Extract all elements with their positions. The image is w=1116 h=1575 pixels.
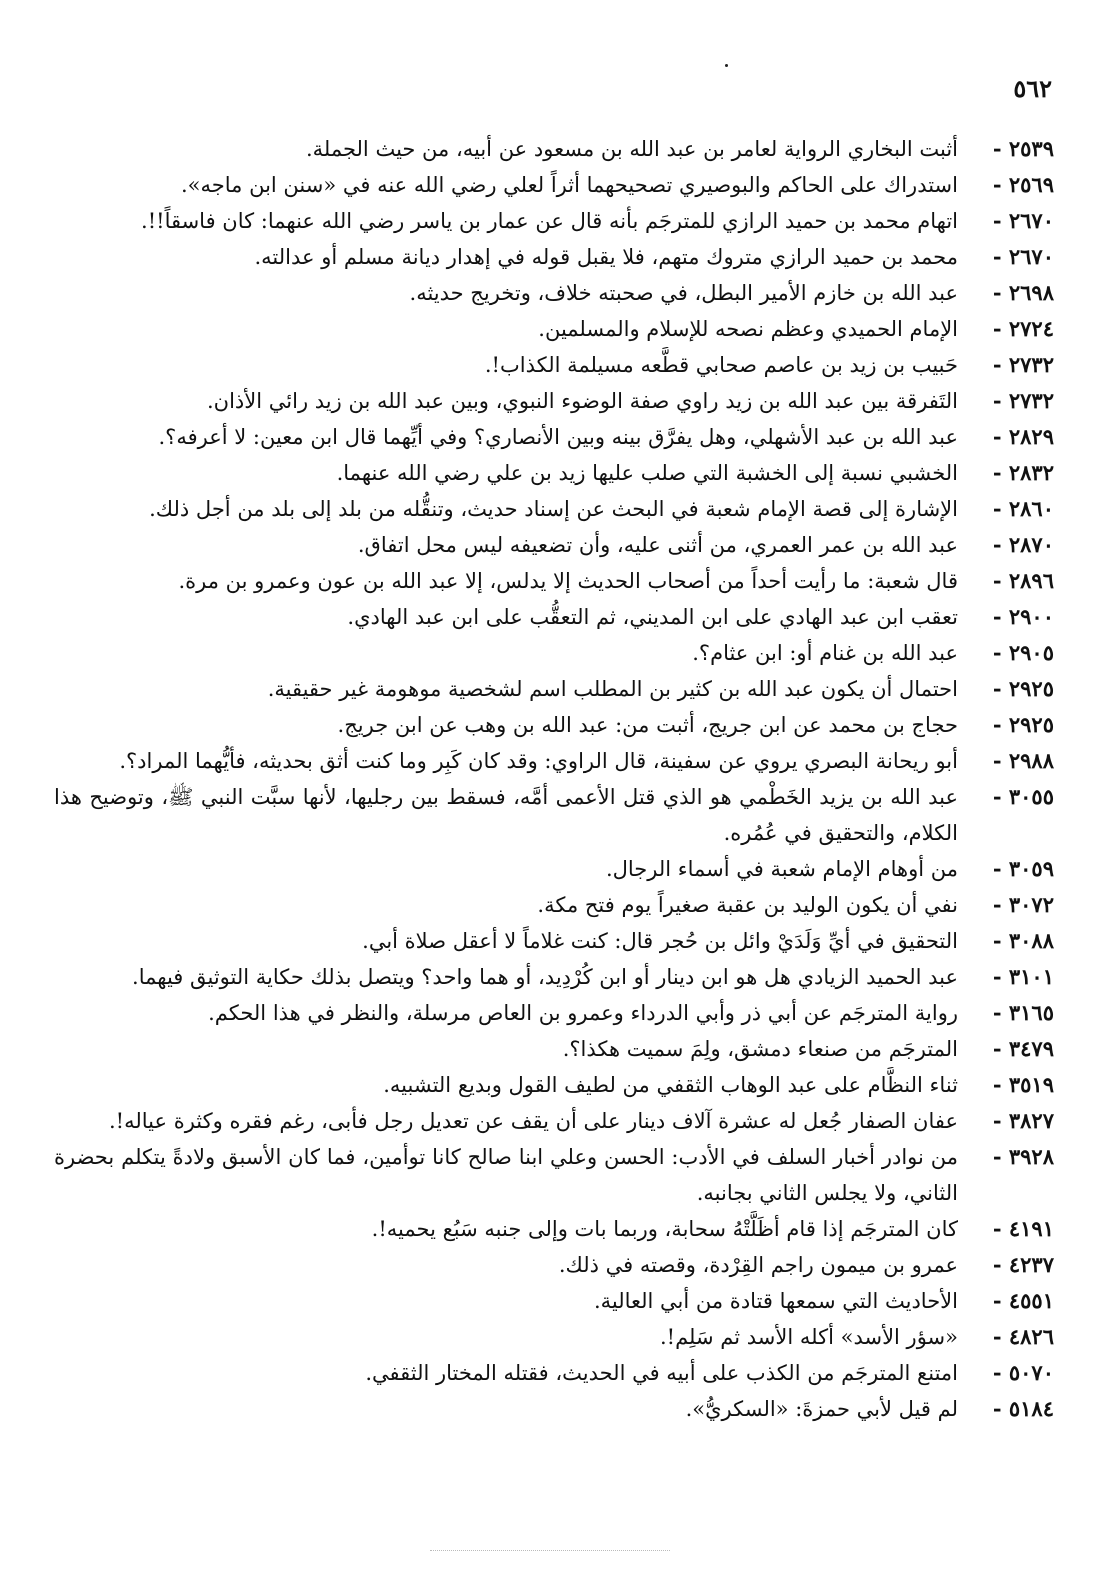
entry-text: تعقب ابن عبد الهادي على ابن المديني، ثم التعقُّب على ابن عبد الهادي.: [347, 605, 958, 629]
entry-number: ٣١٠١ -: [992, 964, 1054, 989]
entry-number: ٣٠٧٢ -: [992, 892, 1054, 917]
entry-text: عفان الصفار جُعل له عشرة آلاف دينار على أن يقف عن تعديل رجل فأبى، رغم فقره وكثرة عياله!.: [109, 1109, 958, 1133]
entry-number: ٥٠٧٠ -: [992, 1360, 1054, 1385]
entry-text: الخشبي نسبة إلى الخشبة التي صلب عليها زيد بن علي رضي الله عنهما.: [336, 461, 958, 485]
entry-text: عبد الحميد الزيادي هل هو ابن دينار أو ابن كُرْدِيد، أو هما واحد؟ ويتصل بذلك حكاية التوثيق فيهما.: [132, 965, 958, 989]
list-item: [54, 671, 1054, 707]
list-item: [54, 167, 1054, 203]
entry-number: ٢٦٧٠ -: [992, 208, 1054, 233]
list-item: [54, 779, 1054, 851]
list-item: [54, 635, 1054, 671]
entry-number: ٢٥٦٩ -: [992, 172, 1054, 197]
entry-number: ٢٧٣٢ -: [992, 352, 1054, 377]
entry-text: امتنع المترجَم من الكذب على أبيه في الحديث، فقتله المختار الثقفي.: [365, 1361, 958, 1385]
list-item: [54, 1319, 1054, 1355]
entry-number: ٤٨٢٦ -: [992, 1324, 1054, 1349]
entry-text: «سؤر الأسد» أكله الأسد ثم سَلِم!.: [659, 1325, 958, 1349]
entry-number: ٢٨٣٢ -: [992, 460, 1054, 485]
entry-list: [54, 131, 1054, 1427]
entry-number: ٢٨٧٠ -: [992, 532, 1054, 557]
entry-number: ٢٨٢٩ -: [992, 424, 1054, 449]
entry-text: من أوهام الإمام شعبة في أسماء الرجال.: [605, 857, 958, 881]
entry-number: ٤٢٣٧ -: [992, 1252, 1054, 1277]
entry-number: ٢٧٢٤ -: [992, 316, 1054, 341]
entry-number: ٤٥٥١ -: [992, 1288, 1054, 1313]
list-item: [54, 1031, 1054, 1067]
list-item: [54, 131, 1054, 167]
entry-text: المترجَم من صنعاء دمشق، ولِمَ سميت هكذا؟.: [562, 1037, 958, 1061]
entry-text: محمد بن حميد الرازي متروك متهم، فلا يقبل قوله في إهدار ديانة مسلم أو عدالته.: [254, 245, 958, 269]
list-item: [54, 743, 1054, 779]
entry-number: ٢٥٣٩ -: [992, 136, 1054, 161]
entry-number: ٣٠٥٥ -: [992, 784, 1054, 809]
list-item: [54, 995, 1054, 1031]
entry-number: ٢٩٠٥ -: [992, 640, 1054, 665]
list-item: [54, 887, 1054, 923]
entry-text: نفي أن يكون الوليد بن عقبة صغيراً يوم فتح مكة.: [537, 893, 958, 917]
list-item: [54, 1355, 1054, 1391]
entry-text: الإمام الحميدي وعظم نصحه للإسلام والمسلمين.: [538, 317, 958, 341]
list-item: [54, 527, 1054, 563]
entry-number: ٣١٦٥ -: [992, 1000, 1054, 1025]
entry-number: ٢٧٣٢ -: [992, 388, 1054, 413]
entry-text: استدراك على الحاكم والبوصيري تصحيحهما أثراً لعلي رضي الله عنه في «سنن ابن ماجه».: [181, 173, 958, 197]
entry-number: ٢٩٢٥ -: [992, 712, 1054, 737]
entry-text: من نوادر أخبار السلف في الأدب: الحسن وعلي ابنا صالح كانا توأمين، فما كان الأسبق ولادةً يتكلم بحضرة الثاني، ولا يجلس الثاني بجانبه.: [54, 1145, 958, 1205]
entry-text: عبد الله بن عمر العمري، من أثنى عليه، وأن تضعيفه ليس محل اتفاق.: [357, 533, 958, 557]
entry-number: ٢٨٦٠ -: [992, 496, 1054, 521]
entry-text: كان المترجَم إذا قام أظَلَّتْهُ سحابة، وربما بات وإلى جنبه سَبُع يحميه!.: [371, 1217, 958, 1241]
entry-text: لم قيل لأبي حمزةَ: «السكريُّ».: [685, 1397, 958, 1421]
entry-text: أبو ريحانة البصري يروي عن سفينة، قال الراوي: وقد كان كَبِر وما كنت أثق بحديثه، فأيُّهما المراد؟.: [119, 749, 958, 773]
entry-text: رواية المترجَم عن أبي ذر وأبي الدرداء وعمرو بن العاص مرسلة، والنظر في هذا الحكم.: [208, 1001, 958, 1025]
entry-text: الأحاديث التي سمعها قتادة من أبي العالية.: [593, 1289, 958, 1313]
list-item: [54, 707, 1054, 743]
list-item: [54, 1103, 1054, 1139]
list-item: [54, 1283, 1054, 1319]
ink-speck: [725, 64, 728, 67]
entry-text: حجاج بن محمد عن ابن جريج، أثبت من: عبد الله بن وهب عن ابن جريج.: [337, 713, 958, 737]
entry-text: عمرو بن ميمون راجم القِرْدة، وقصته في ذلك.: [558, 1253, 958, 1277]
entry-text: الإشارة إلى قصة الإمام شعبة في البحث عن إسناد حديث، وتنقُّله من بلد إلى بلد من أجل ذلك.: [149, 497, 958, 521]
entry-text: اتهام محمد بن حميد الرازي للمترجَم بأنه قال عن عمار بن ياسر رضي الله عنهما: كان فاسقاً!!.: [141, 209, 958, 233]
entry-number: ٤١٩١ -: [992, 1216, 1054, 1241]
list-item: [54, 959, 1054, 995]
list-item: [54, 203, 1054, 239]
list-item: [54, 599, 1054, 635]
entry-number: ٢٩٢٥ -: [992, 676, 1054, 701]
entry-number: ٣٤٧٩ -: [992, 1036, 1054, 1061]
entry-number: ٢٩٠٠ -: [992, 604, 1054, 629]
entry-number: ٣٩٢٨ -: [992, 1144, 1054, 1169]
list-item: [54, 851, 1054, 887]
list-item: [54, 239, 1054, 275]
list-item: [54, 1211, 1054, 1247]
entry-text: حَبيب بن زيد بن عاصم صحابي قطَّعه مسيلمة الكذاب!.: [484, 353, 958, 377]
entry-number: ٢٦٧٠ -: [992, 244, 1054, 269]
list-item: [54, 455, 1054, 491]
list-item: [54, 563, 1054, 599]
page-number: ٥٦٢: [1013, 74, 1052, 103]
list-item: [54, 347, 1054, 383]
entry-number: ٢٨٩٦ -: [992, 568, 1054, 593]
entry-number: ٢٦٩٨ -: [992, 280, 1054, 305]
page-edge-specks: [430, 1550, 670, 1561]
entry-text: عبد الله بن غنام أو: ابن عثام؟.: [692, 641, 958, 665]
entry-text: احتمال أن يكون عبد الله بن كثير بن المطلب اسم لشخصية موهومة غير حقيقية.: [267, 677, 958, 701]
list-item: [54, 311, 1054, 347]
list-item: [54, 275, 1054, 311]
entry-number: ٣٨٢٧ -: [992, 1108, 1054, 1133]
entry-text: عبد الله بن عبد الأشهلي، وهل يفرَّق بينه وبين الأنصاري؟ وفي أيِّهما قال ابن معين: لا أعرفه؟.: [158, 425, 958, 449]
list-item: [54, 1139, 1054, 1211]
entry-number: ٥١٨٤ -: [992, 1396, 1054, 1421]
list-item: [54, 1391, 1054, 1427]
entry-number: ٢٩٨٨ -: [992, 748, 1054, 773]
list-item: [54, 419, 1054, 455]
list-item: [54, 1067, 1054, 1103]
list-item: [54, 923, 1054, 959]
entry-text: أثبت البخاري الرواية لعامر بن عبد الله بن مسعود عن أبيه، من حيث الجملة.: [305, 137, 958, 161]
entry-text: ثناء النظَّام على عبد الوهاب الثقفي من لطيف القول وبديع التشبيه.: [383, 1073, 958, 1097]
entry-text: قال شعبة: ما رأيت أحداً من أصحاب الحديث إلا يدلس، إلا عبد الله بن عون وعمرو بن مرة.: [178, 569, 958, 593]
list-item: [54, 383, 1054, 419]
entry-number: ٣٠٨٨ -: [992, 928, 1054, 953]
entry-text: عبد الله بن خازم الأمير البطل، في صحبته خلاف، وتخريج حديثه.: [409, 281, 958, 305]
entry-number: ٣٠٥٩ -: [992, 856, 1054, 881]
entry-text: التحقيق في أيِّ وَلَدَيْ وائل بن حُجر قال: كنت غلاماً لا أعقل صلاة أبي.: [362, 929, 958, 953]
entry-number: ٣٥١٩ -: [992, 1072, 1054, 1097]
list-item: [54, 491, 1054, 527]
entry-text: عبد الله بن يزيد الخَطْمي هو الذي قتل الأعمى أمَّه، فسقط بين رجليها، لأنها سبَّت النبي ﷺ، وتوضيح هذا الكلام، والتحقيق في عُمُره.: [54, 785, 958, 845]
list-item: [54, 1247, 1054, 1283]
entry-text: التَفرقة بين عبد الله بن زيد راوي صفة الوضوء النبوي، وبين عبد الله بن زيد رائي الأذان.: [207, 389, 958, 413]
